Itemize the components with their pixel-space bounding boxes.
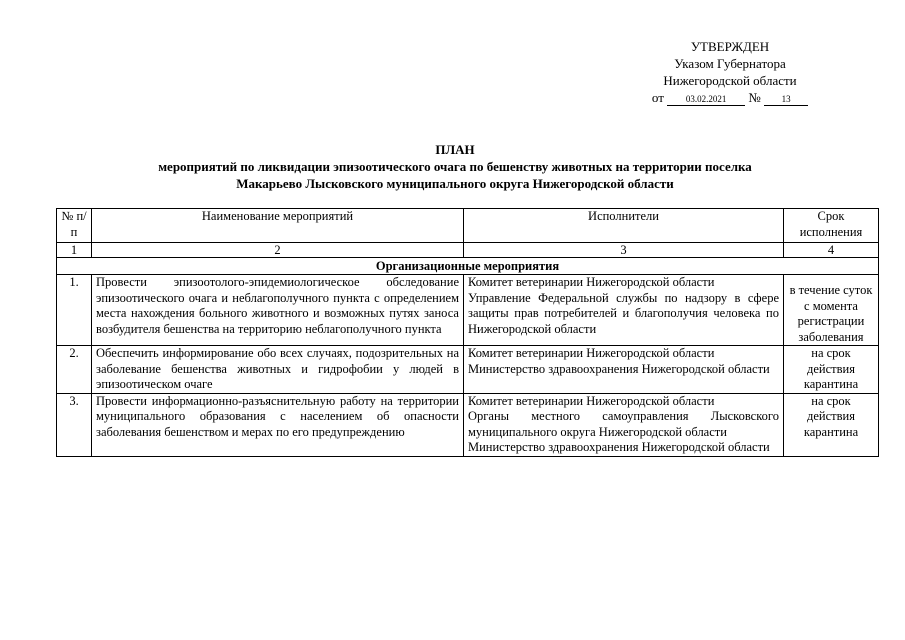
row-term: в течение суток с момента регистрации заболевания — [784, 275, 879, 346]
executor: Министерство здравоохранения Нижегородской области — [468, 361, 770, 376]
column-index-cell: 4 — [784, 243, 879, 258]
plan-subtitle-line-2: Макарьево Лысковского муниципального округа Нижегородской области — [236, 176, 674, 191]
approval-date: 03.02.2021 — [667, 93, 745, 106]
number-prefix: № — [748, 90, 761, 105]
row-description: Провести информационно-разъяснительную работу на территории муниципального образования с населением об опасности заболевания бешенством и мерах по его предупреждению — [92, 393, 464, 456]
row-term: на срок действия карантина — [784, 346, 879, 394]
row-executors — [464, 393, 784, 456]
header-num: № п/п — [57, 209, 92, 243]
row-executors — [464, 275, 784, 346]
row-description: Провести эпизоотолого-эпидемиологическое обследование эпизоотического очага и неблагополучного пункта с определением места нахождения больного животного и возможных путях заноса возбудителя бешенства на территорию неблагополучного пункта — [92, 275, 464, 346]
date-prefix: от — [651, 90, 664, 105]
column-index-cell: 2 — [92, 243, 464, 258]
plan-title: ПЛАН — [435, 142, 475, 157]
approval-number: 13 — [764, 93, 808, 106]
column-index-cell: 3 — [464, 243, 784, 258]
approval-title: УТВЕРЖДЕН — [690, 39, 770, 54]
plan-subtitle-line-1: мероприятий по ликвидации эпизоотического очага по бешенству животных на территории поселка — [158, 159, 752, 174]
executor: Комитет ветеринарии Нижегородской области — [468, 275, 715, 289]
table-header-row — [57, 209, 879, 243]
section-row — [57, 258, 879, 275]
plan-table — [56, 208, 879, 457]
executor: Министерство здравоохранения Нижегородской области — [468, 440, 770, 454]
executor: Комитет ветеринарии Нижегородской области — [468, 393, 715, 408]
approval-stamp — [620, 38, 840, 106]
approval-date-line — [620, 89, 840, 106]
header-term: Срок исполнения — [784, 209, 879, 243]
row-executors — [464, 346, 784, 394]
row-number: 2. — [57, 346, 92, 394]
executor: Комитет ветеринарии Нижегородской области — [468, 346, 715, 360]
row-number: 1. — [57, 275, 92, 346]
header-executors: Исполнители — [464, 209, 784, 243]
table-row — [57, 275, 879, 346]
row-number: 3. — [57, 393, 92, 456]
column-index-row — [57, 243, 879, 258]
row-description: Обеспечить информирование обо всех случаях, подозрительных на заболевание бешенства животных и гидрофобии у людей в эпизоотическом очаге — [92, 346, 464, 394]
header-name: Наименование мероприятий — [92, 209, 464, 243]
table-row — [57, 346, 879, 394]
executor: Органы местного самоуправления Лысковского муниципального округа Нижегородской области — [468, 409, 779, 439]
approval-region: Нижегородской области — [663, 73, 797, 88]
approval-decree: Указом Губернатора — [674, 56, 786, 71]
section-title: Организационные мероприятия — [57, 258, 879, 275]
executor: Управление Федеральной службы по надзору в сфере защиты прав потребителей и благополучия человека по Нижегородской области — [468, 290, 779, 336]
column-index-cell: 1 — [57, 243, 92, 258]
table-row — [57, 393, 879, 456]
row-term: на срок действия карантина — [784, 393, 879, 456]
plan-heading — [90, 141, 820, 192]
